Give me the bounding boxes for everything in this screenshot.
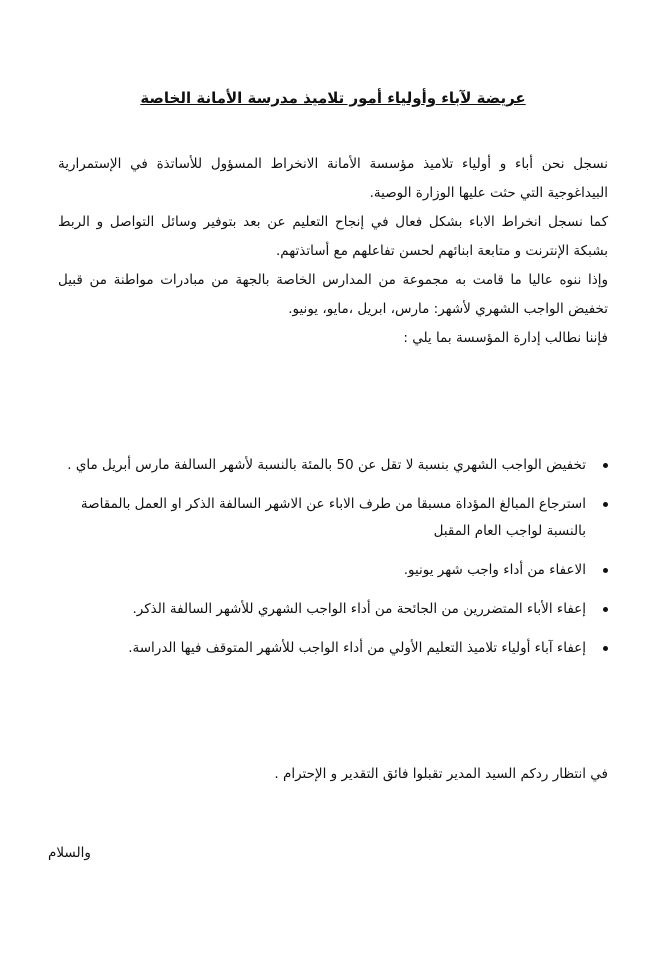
demand-item xyxy=(60,635,608,662)
closing-line: في انتظار ردكم السيد المدير تقبلوا فائق التقدير و الإحترام . xyxy=(274,766,608,782)
bullet-icon xyxy=(603,463,608,468)
demands-list xyxy=(60,452,608,674)
bullet-icon xyxy=(603,502,608,507)
demand-item xyxy=(60,491,608,545)
intro-section xyxy=(58,150,608,353)
intro-paragraph: كما نسجل انخراط الاباء بشكل فعال في إنجاح التعليم عن بعد بتوفير وسائل التواصل و الربط بشبكة الإنترنت و متابعة ابنائهم لحسن تفاعلهم مع أساتذتهم. xyxy=(58,214,608,259)
demand-item xyxy=(60,452,608,479)
bullet-icon xyxy=(603,607,608,612)
document-title: عريضة لآباء وأولياء أمور تلاميذ مدرسة الأمانة الخاصة xyxy=(140,89,526,107)
intro-paragraph: وإذا ننوه عاليا ما قامت به مجموعة من المدارس الخاصة بالجهة من مبادرات مواطنة من قبيل تخفيض الواجب الشهري لأشهر: مارس، ابريل ،مايو، يونيو. xyxy=(58,272,608,317)
demand-text: إعفاء آباء أولياء تلاميذ التعليم الأولي من أداء الواجب للأشهر المتوقف فيها الدراسة. xyxy=(128,640,586,656)
demand-text: تخفيض الواجب الشهري بنسبة لا تقل عن 50 بالمئة بالنسبة لأشهر السالفة مارس أبريل ماي . xyxy=(67,457,586,473)
intro-paragraph: نسجل نحن أباء و أولياء تلاميذ مؤسسة الأمانة الانخراط المسؤول للأساتذة في الإستمرارية البيداغوجية التي حثت عليها الوزارة الوصية. xyxy=(58,156,608,201)
demand-text: الاعفاء من أداء واجب شهر يونيو. xyxy=(403,562,586,578)
signoff: والسلام xyxy=(48,845,91,861)
demand-text: إعفاء الأباء المتضررين من الجائحة من أداء الواجب الشهري للأشهر السالفة الذكر. xyxy=(132,601,586,617)
demand-item xyxy=(60,557,608,584)
bullet-icon xyxy=(603,646,608,651)
bullet-icon xyxy=(603,568,608,573)
demand-text: استرجاع المبالغ المؤداة مسبقا من طرف الاباء عن الاشهر السالفة الذكر او العمل بالمقاصة بالنسبة لواجب العام المقبل xyxy=(80,496,586,539)
intro-paragraph: فإننا نطالب إدارة المؤسسة بما يلي : xyxy=(403,330,608,346)
demand-item xyxy=(60,596,608,623)
